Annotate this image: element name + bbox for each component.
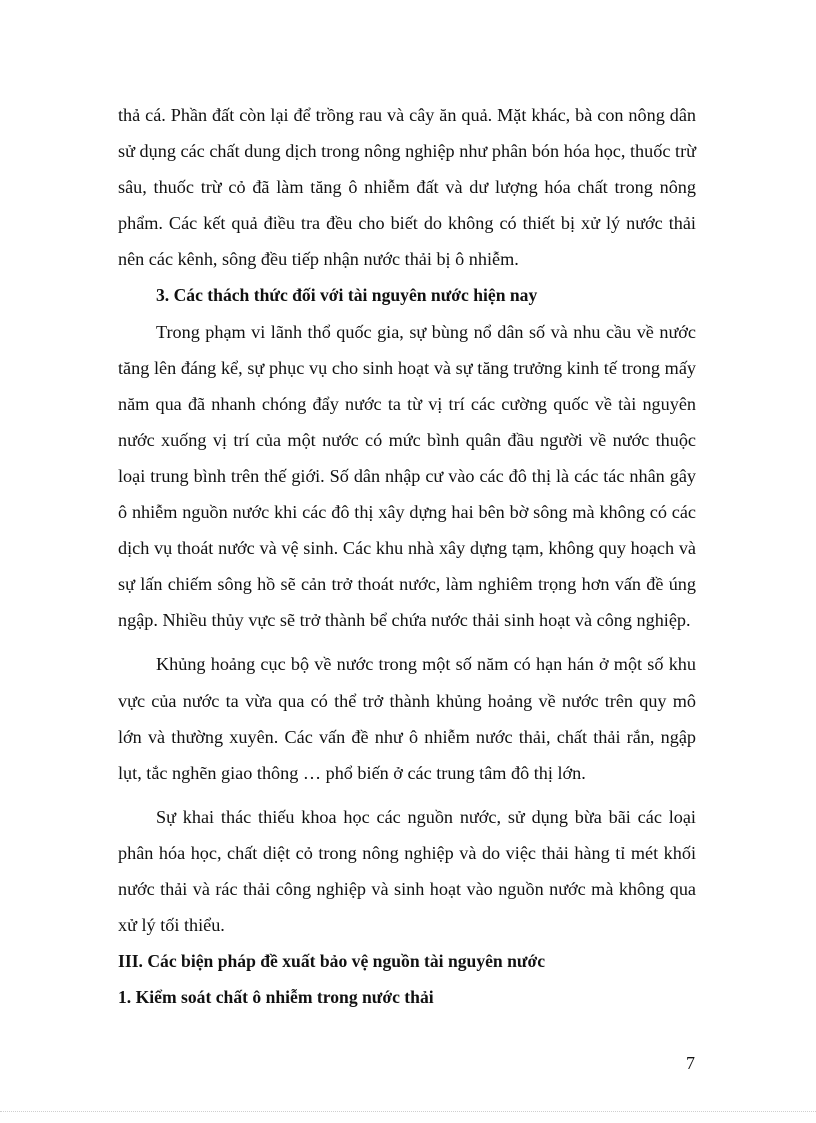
paragraph-population-growth: Trong phạm vi lãnh thổ quốc gia, sự bùng nổ dân số và nhu cầu về nước tăng lên đáng kể, sự phục vụ cho sinh hoạt và sự tăng trưởng kinh tế trong mấy năm qua đã nhanh chóng đẩy nước ta từ vị trí các cường quốc về tài nguyên nước xuống vị trí của một nước có mức bình quân đầu người về nước thuộc loại trung bình trên thế giới. Số dân nhập cư vào các đô thị là các tác nhân gây ô nhiễm nguồn nước khi các đô thị xây dựng hai bên bờ sông mà không có các dịch vụ thoát nước và vệ sinh. Các khu nhà xây dựng tạm, không quy hoạch và sự lấn chiếm sông hồ sẽ cản trở thoát nước, làm nghiêm trọng hơn vấn đề úng ngập. Nhiều thủy vực sẽ trở thành bể chứa nước thải sinh hoạt và công nghiệp.: [118, 321, 696, 631]
paragraph-unscientific-exploitation: Sự khai thác thiếu khoa học các nguồn nước, sử dụng bừa bãi các loại phân hóa học, chất diệt cỏ trong nông nghiệp và do việc thải hàng tỉ mét khối nước thải và rác thải công nghiệp và sinh hoạt vào nguồn nước mà không qua xử lý tối thiểu.: [118, 806, 696, 936]
page-bottom-divider: [0, 1111, 816, 1112]
section-heading-pollution-control: 1. Kiểm soát chất ô nhiễm trong nước thải: [118, 987, 434, 1008]
chapter-heading-protection-measures: III. Các biện pháp đề xuất bảo vệ nguồn tài nguyên nước: [118, 951, 546, 972]
page-number: 7: [686, 1053, 695, 1073]
page-body: [118, 97, 696, 1015]
paragraph-water-crisis: Khủng hoảng cục bộ về nước trong một số năm có hạn hán ở một số khu vực của nước ta vừa qua có thể trở thành khủng hoảng về nước trên quy mô lớn và thường xuyên. Các vấn đề như ô nhiễm nước thải, chất thải rắn, ngập lụt, tắc nghẽn giao thông … phổ biến ở các trung tâm đô thị lớn.: [118, 654, 696, 783]
paragraph-continuation: thả cá. Phần đất còn lại để trồng rau và cây ăn quả. Mặt khác, bà con nông dân sử dụng các chất dung dịch trong nông nghiệp như phân bón hóa học, thuốc trừ sâu, thuốc trừ cỏ đã làm tăng ô nhiễm đất và dư lượng hóa chất trong nông phẩm. Các kết quả điều tra đều cho biết do không có thiết bị xử lý nước thải nên các kênh, sông đều tiếp nhận nước thải bị ô nhiễm.: [118, 105, 696, 270]
section-heading-challenges: 3. Các thách thức đối với tài nguyên nước hiện nay: [156, 285, 538, 306]
